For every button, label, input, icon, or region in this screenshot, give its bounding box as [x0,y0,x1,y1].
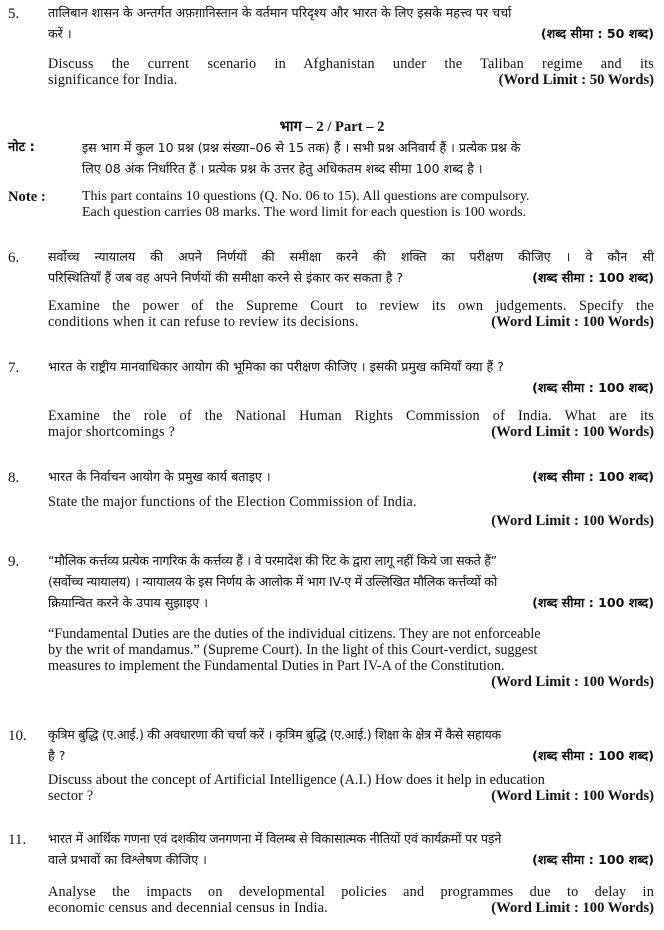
english-line: significance for India. [48,72,178,88]
question-english [48,884,654,916]
hindi-line: परिस्थितियाँ हैं जब वह अपने निर्णयों की समीक्षा करने से इंकार कर सकता है ? [48,270,404,285]
question-number: 9. [8,554,20,570]
question-number: 6. [8,250,20,266]
hindi-word-limit: (शब्द सीमा : 100 शब्द) [532,748,654,763]
question-hindi [48,2,654,44]
question-number: 8. [8,470,20,486]
note-label-english: Note : [8,189,46,205]
question-english [48,494,654,529]
english-line: Discuss about the concept of Artificial Intelligence (A.I.) How does it help in education [48,772,545,788]
english-line: economic census and decennial census in India. [48,900,328,916]
english-line: by the writ of mandamus.” (Supreme Court). In the light of this Court-verdict, suggest [48,642,538,658]
hindi-line: “मौलिक कर्त्तव्य प्रत्येक नागरिक के कर्त्तव्य हैं । वे परमादेश की रिट के द्वारा लागू नहीं किये जा सकते हैं” [48,553,497,568]
hindi-line: लिए 08 अंक निर्धारित हैं । प्रत्येक प्रश्न के उत्तर हेतु अधिकतम शब्द सीमा 100 शब्द है । [82,161,483,176]
hindi-line: है ? [48,748,66,763]
hindi-line: सर्वोच्च न्यायालय की अपने निर्णयों की समीक्षा करने की शक्ति का परीक्षण कीजिए । वे कौन सी [48,249,654,264]
hindi-line: भारत में आर्थिक गणना एवं दशकीय जनगणना में विलम्ब से विकासात्मक नीतियों एवं कार्यक्रमों पर पड़ने [48,831,502,846]
english-word-limit: (Word Limit : 100 Words) [491,513,654,529]
english-word-limit: (Word Limit : 100 Words) [491,900,654,916]
english-line: Analyse the impacts on developmental policies and programmes due to delay in [48,884,654,900]
english-word-limit: (Word Limit : 100 Words) [491,314,654,330]
english-line: State the major functions of the Election Commission of India. [48,494,417,510]
part-title: भाग – 2 / Part – 2 [279,119,385,135]
hindi-line: वाले प्रभावों का विश्लेषण कीजिए । [48,852,207,867]
question-number: 10. [8,728,27,744]
hindi-word-limit: (शब्द सीमा : 100 शब्द) [532,469,654,484]
english-line: Examine the power of the Supreme Court to review its own judgements. Specify the [48,298,654,314]
hindi-line: इस भाग में कुल 10 प्रश्न (प्रश्न संख्या–06 से 15 तक) हैं । सभी प्रश्न अनिवार्य हैं । प्रत्येक प्रश्न के [82,140,521,155]
question-hindi [48,550,654,613]
hindi-line: तालिबान शासन के अन्तर्गत अफ़ग़ानिस्तान के वर्तमान परिदृश्य और भारत के लिए इसके महत्त्व पर चर्चा [48,5,512,20]
hindi-word-limit: (शब्द सीमा : 50 शब्द) [540,26,654,41]
english-line: measures to implement the Fundamental Duties in Part IV-A of the Constitution. [48,658,505,674]
question-english [48,408,654,440]
hindi-word-limit: (शब्द सीमा : 100 शब्द) [532,270,654,285]
question-hindi [48,828,654,870]
english-word-limit: (Word Limit : 100 Words) [491,674,654,690]
question-number: 7. [8,360,20,376]
english-word-limit: (Word Limit : 100 Words) [491,424,654,440]
hindi-line: क्रियान्वित करने के उपाय सुझाइए । [48,595,209,610]
english-word-limit: (Word Limit : 50 Words) [498,72,654,88]
english-word-limit: (Word Limit : 100 Words) [491,788,654,804]
note-english-text [82,189,656,221]
english-line: sector ? [48,788,94,804]
question-hindi [48,356,654,398]
hindi-line: (सर्वोच्च न्यायालय) । न्यायालय के इस निर्णय के आलोक में भाग IV-ए में उल्लिखित मौलिक कर्त्तव्यों को [48,574,497,589]
question-english [48,298,654,330]
question-english [48,626,654,690]
hindi-word-limit: (शब्द सीमा : 100 शब्द) [532,595,654,610]
english-line: This part contains 10 questions (Q. No. 06 to 15). All questions are compulsory. [82,189,530,204]
question-number: 5. [8,6,20,22]
question-hindi [48,246,654,288]
hindi-line: करें । [48,26,72,41]
question-english [48,56,654,88]
english-line: “Fundamental Duties are the duties of the individual citizens. They are not enforceable [48,626,541,642]
hindi-line: भारत के निर्वाचन आयोग के प्रमुख कार्य बताइए । [48,469,271,484]
question-number: 11. [8,832,27,848]
hindi-line: भारत के राष्ट्रीय मानवाधिकार आयोग की भूमिका का परीक्षण कीजिए । इसकी प्रमुख कमियाँ क्या हैं ? [48,359,504,374]
english-line: Discuss the current scenario in Afghanistan under the Taliban regime and its [48,56,654,72]
english-line: conditions when it can refuse to review its decisions. [48,314,359,330]
english-line: Each question carries 08 marks. The word limit for each question is 100 words. [82,205,527,220]
question-english [48,772,654,804]
hindi-line: कृत्रिम बुद्धि (ए.आई.) की अवधारणा की चर्चा करें । कृत्रिम बुद्धि (ए.आई.) शिक्षा के क्षेत्र में कैसे सहायक [48,727,501,742]
question-hindi [48,466,654,487]
note-label-hindi: नोट : [8,140,35,155]
note-hindi-text [82,137,656,179]
english-line: Examine the role of the National Human Rights Commission of India. What are its [48,408,654,424]
hindi-word-limit: (शब्द सीमा : 100 शब्द) [532,380,654,395]
hindi-word-limit: (शब्द सीमा : 100 शब्द) [532,852,654,867]
question-hindi [48,724,654,766]
english-line: major shortcomings ? [48,424,175,440]
